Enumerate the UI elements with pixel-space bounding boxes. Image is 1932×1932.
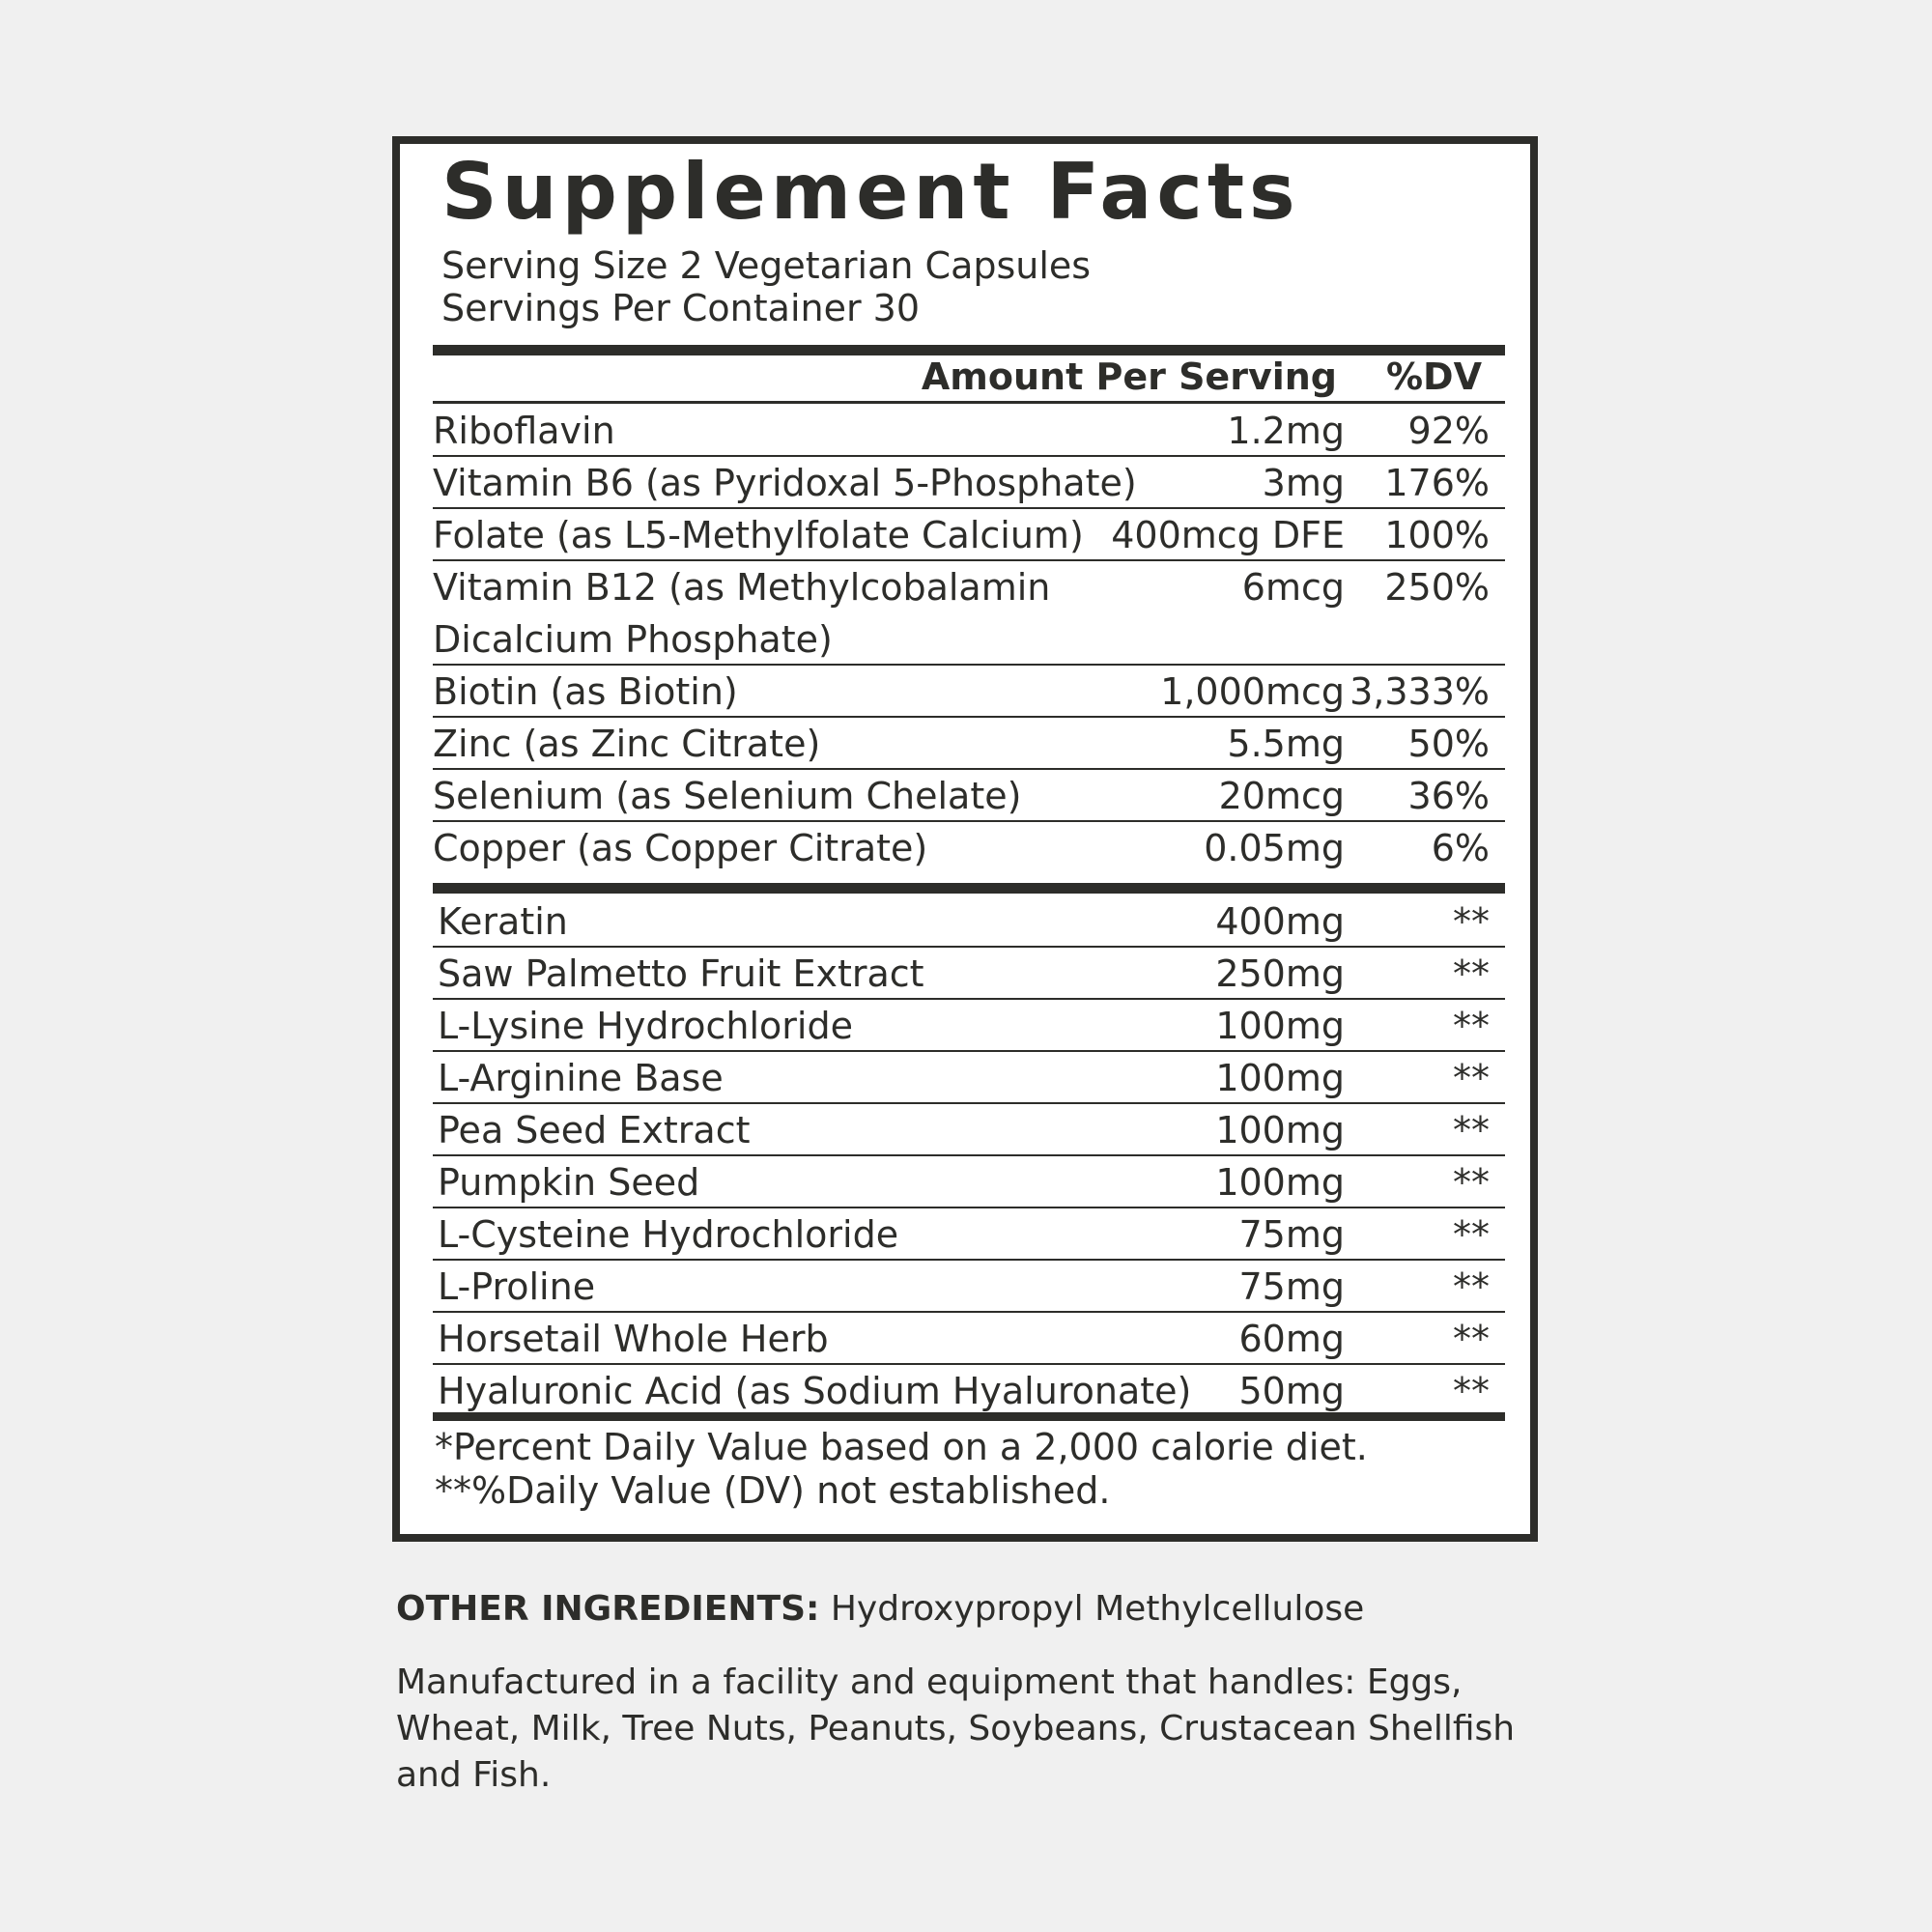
footnote-not-established: **%Daily Value (DV) not established. — [435, 1469, 1111, 1512]
nutrient-row — [433, 1104, 1505, 1156]
nutrient-amount: 3mg — [1262, 462, 1345, 504]
nutrient-dv: 176% — [1384, 462, 1490, 504]
nutrient-name: Hyaluronic Acid (as Sodium Hyaluronate) — [438, 1370, 1192, 1412]
nutrient-amount: 400mg — [1215, 900, 1345, 943]
amount-header: Amount Per Serving — [921, 355, 1337, 398]
servings-per-container: Servings Per Container 30 — [441, 287, 921, 329]
nutrient-dv: ** — [1453, 1161, 1490, 1204]
nutrient-name: L-Lysine Hydrochloride — [438, 1005, 853, 1047]
nutrient-row — [433, 1261, 1505, 1313]
nutrient-amount: 6mcg — [1241, 566, 1345, 609]
nutrient-name: Riboflavin — [433, 410, 615, 452]
nutrient-row — [433, 770, 1505, 822]
nutrient-amount: 75mg — [1238, 1213, 1345, 1256]
nutrient-dv: ** — [1453, 952, 1490, 995]
nutrient-dv: 250% — [1384, 566, 1490, 609]
header-divider — [433, 401, 1505, 404]
nutrient-row — [433, 1313, 1505, 1365]
nutrient-dv: ** — [1453, 1318, 1490, 1360]
nutrient-name: Saw Palmetto Fruit Extract — [438, 952, 924, 995]
nutrient-amount: 75mg — [1238, 1265, 1345, 1308]
nutrient-amount: 100mg — [1215, 1109, 1345, 1151]
nutrient-dv: ** — [1453, 900, 1490, 943]
nutrient-name: Pea Seed Extract — [438, 1109, 751, 1151]
nutrient-name: Keratin — [438, 900, 568, 943]
nutrient-row — [433, 895, 1505, 948]
nutrient-dv: 50% — [1407, 723, 1490, 765]
nutrient-row — [433, 405, 1505, 457]
serving-size: Serving Size 2 Vegetarian Capsules — [441, 244, 1092, 287]
nutrient-name: L-Proline — [438, 1265, 596, 1308]
nutrient-row — [433, 457, 1505, 509]
nutrient-dv: ** — [1453, 1265, 1490, 1308]
nutrient-dv: ** — [1453, 1109, 1490, 1151]
nutrient-row — [433, 1052, 1505, 1104]
nutrient-amount: 50mg — [1238, 1370, 1345, 1412]
other-ingredients — [396, 1589, 1365, 1629]
nutrient-row — [433, 561, 1505, 666]
nutrient-name: Horsetail Whole Herb — [438, 1318, 829, 1360]
panel-title: Supplement Facts — [441, 147, 1300, 237]
nutrient-row — [433, 1208, 1505, 1261]
supplement-facts-panel — [392, 136, 1538, 1542]
nutrient-amount: 60mg — [1238, 1318, 1345, 1360]
section-divider — [433, 883, 1505, 894]
nutrient-amount: 0.05mg — [1204, 827, 1345, 869]
bottom-divider — [433, 1412, 1505, 1421]
nutrient-name: Vitamin B6 (as Pyridoxal 5-Phosphate) — [433, 462, 1137, 504]
nutrient-dv: 92% — [1407, 410, 1490, 452]
other-ingredients-value: Hydroxypropyl Methylcellulose — [830, 1589, 1365, 1629]
nutrient-name: Pumpkin Seed — [438, 1161, 700, 1204]
nutrient-dv: ** — [1453, 1370, 1490, 1412]
allergen-statement: Manufactured in a facility and equipment that handles: Eggs, Wheat, Milk, Tree Nuts, Peanuts, Soybeans, Crustacean Shellfish and Fish. — [396, 1662, 1516, 1795]
footnote-dv: *Percent Daily Value based on a 2,000 calorie diet. — [435, 1426, 1368, 1468]
nutrient-amount: 5.5mg — [1227, 723, 1345, 765]
nutrient-amount: 250mg — [1215, 952, 1345, 995]
nutrient-amount: 20mcg — [1218, 775, 1345, 817]
nutrient-dv: 3,333% — [1350, 670, 1490, 713]
nutrient-row — [433, 1365, 1505, 1417]
nutrient-name: Selenium (as Selenium Chelate) — [433, 775, 1022, 817]
nutrient-amount: 400mcg DFE — [1111, 514, 1345, 556]
nutrient-dv: 36% — [1407, 775, 1490, 817]
nutrient-dv: 6% — [1431, 827, 1490, 869]
nutrient-row — [433, 822, 1505, 874]
nutrient-row — [433, 509, 1505, 561]
nutrient-amount: 1.2mg — [1227, 410, 1345, 452]
nutrient-name: Copper (as Copper Citrate) — [433, 827, 928, 869]
nutrient-amount: 100mg — [1215, 1057, 1345, 1099]
nutrient-name: Folate (as L5-Methylfolate Calcium) — [433, 514, 1084, 556]
nutrient-dv: ** — [1453, 1213, 1490, 1256]
nutrient-row — [433, 1000, 1505, 1052]
nutrient-row — [433, 718, 1505, 770]
nutrient-row — [433, 1156, 1505, 1208]
dv-header: %DV — [1385, 355, 1482, 398]
other-ingredients-label: OTHER INGREDIENTS: — [396, 1589, 820, 1629]
nutrient-dv: ** — [1453, 1057, 1490, 1099]
nutrient-dv: ** — [1453, 1005, 1490, 1047]
nutrient-dv: 100% — [1384, 514, 1490, 556]
nutrient-amount: 1,000mcg — [1160, 670, 1345, 713]
nutrient-amount: 100mg — [1215, 1005, 1345, 1047]
nutrient-name: Biotin (as Biotin) — [433, 670, 738, 713]
nutrient-name: L-Cysteine Hydrochloride — [438, 1213, 899, 1256]
nutrient-amount: 100mg — [1215, 1161, 1345, 1204]
nutrient-name: Vitamin B12 (as Methylcobalamin Dicalcium Phosphate) — [433, 566, 1051, 661]
nutrient-name: Zinc (as Zinc Citrate) — [433, 723, 821, 765]
nutrient-row — [433, 948, 1505, 1000]
nutrient-row — [433, 666, 1505, 718]
nutrient-name: L-Arginine Base — [438, 1057, 724, 1099]
